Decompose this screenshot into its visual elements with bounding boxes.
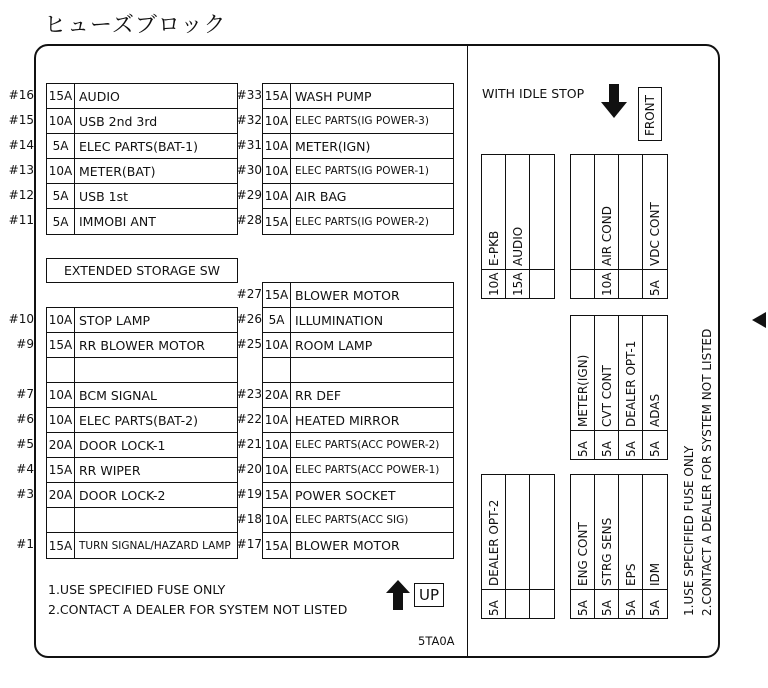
fuse-number: #21 — [236, 437, 262, 451]
fuse-slot — [571, 155, 595, 298]
fuse-amperage: 5A — [263, 308, 291, 332]
fuse-amperage: 15A — [263, 84, 291, 108]
fuse-amperage — [47, 358, 75, 382]
fuse-amperage: 10A — [263, 333, 291, 357]
fuse-amperage: 5A — [599, 600, 614, 616]
fuse-row — [263, 159, 453, 184]
fuse-label: ELEC PARTS(ACC SIG) — [295, 514, 409, 526]
fuse-amperage: 10A — [47, 383, 75, 407]
fuse-label: E-PKB — [486, 230, 501, 266]
fuse-label: BLOWER MOTOR — [295, 538, 400, 553]
fuse-amperage: 15A — [263, 283, 291, 307]
fuse-label — [291, 358, 453, 382]
front-label-box — [638, 87, 662, 141]
fuse-slot — [595, 475, 619, 618]
fuse-slot — [643, 316, 667, 459]
fuse-label: STOP LAMP — [79, 312, 151, 328]
fuse-label: RR WIPER — [79, 462, 141, 478]
fuse-number: #29 — [236, 188, 262, 202]
fuse-row — [263, 533, 453, 558]
fuse-amperage: 10A — [263, 508, 291, 532]
fuse-number: #15 — [8, 113, 34, 127]
fuse-number: #18 — [236, 512, 262, 526]
fuse-slot — [595, 316, 619, 459]
fuse-number: #13 — [8, 163, 34, 177]
fuse-label: CVT CONT — [599, 365, 614, 427]
fuse-row — [47, 408, 237, 433]
fuse-row — [263, 408, 453, 433]
fuse-amperage — [47, 508, 75, 532]
fuse-label: DOOR LOCK-2 — [79, 487, 166, 503]
fuse-slot — [482, 475, 506, 618]
fuse-slot — [643, 155, 667, 298]
up-arrow-icon — [386, 580, 410, 610]
fuse-label: USB 1st — [79, 188, 128, 204]
up-indicator — [386, 580, 444, 610]
fuse-row — [263, 483, 453, 508]
fuse-amperage: 20A — [47, 433, 75, 457]
fuse-number: #6 — [16, 412, 34, 426]
fuse-row — [263, 308, 453, 333]
fuse-label: ELEC PARTS(IG POWER-3) — [295, 115, 429, 127]
fuse-label: METER(BAT) — [79, 163, 156, 179]
fuse-slot — [506, 475, 530, 618]
extended-storage-sw: EXTENDED STORAGE SW — [46, 258, 238, 283]
fuse-label: IMMOBI ANT — [79, 214, 156, 229]
fuse-amperage: 10A — [263, 134, 291, 158]
fuse-amperage: 5A — [648, 280, 662, 296]
fuse-amperage: 10A — [263, 109, 291, 133]
fuse-label: ELEC PARTS(IG POWER-1) — [295, 165, 429, 177]
fuse-label: ELEC PARTS(BAT-2) — [79, 412, 198, 428]
fuse-label: DOOR LOCK-1 — [79, 437, 166, 453]
fuse-number: #20 — [236, 462, 262, 476]
fuse-amperage: 10A — [263, 159, 291, 183]
fuse-amperage: 5A — [47, 184, 75, 208]
fuse-row — [47, 209, 237, 234]
fuse-slot — [530, 155, 554, 298]
fuse-slot-amp-cell — [571, 269, 594, 298]
fuse-amperage: 10A — [47, 408, 75, 432]
fuse-row — [263, 184, 453, 209]
fuse-label: METER(IGN) — [295, 138, 371, 154]
page-title: ヒューズブロック — [44, 13, 227, 38]
fuse-slot-amp-cell — [530, 589, 554, 618]
fuse-number: #27 — [236, 287, 262, 301]
vertical-note-2: 2.CONTACT A DEALER FOR SYSTEM NOT LISTED — [700, 328, 714, 616]
fuse-amperage: 5A — [648, 600, 662, 616]
fuse-column-middle-bottom — [262, 282, 454, 559]
vertical-notes — [676, 318, 726, 618]
idle-stop-label: WITH IDLE STOP — [482, 86, 585, 101]
fuse-number: #28 — [236, 213, 262, 227]
fuse-amperage: 5A — [47, 134, 75, 158]
panel-divider — [467, 45, 468, 657]
fuse-slot-amp-cell — [506, 589, 529, 618]
fuse-row — [47, 483, 237, 508]
fuse-number: #26 — [236, 312, 262, 326]
fuse-amperage: 15A — [47, 84, 75, 108]
fuse-slot — [619, 155, 643, 298]
fuse-label: DEALER OPT-1 — [623, 340, 638, 427]
fuse-amperage: 10A — [263, 184, 291, 208]
fuse-amperage: 20A — [263, 383, 291, 407]
fuse-number: #11 — [8, 213, 34, 227]
fuse-slot — [619, 316, 643, 459]
fuse-amperage: 15A — [47, 533, 75, 558]
left-pointer-icon — [752, 312, 766, 328]
fuse-number: #16 — [8, 88, 34, 102]
fuse-label: RR DEF — [295, 387, 342, 403]
fuse-column-middle-top — [262, 83, 454, 235]
fuse-row — [263, 508, 453, 533]
fuse-amperage: 10A — [47, 109, 75, 133]
fuse-amperage: 10A — [47, 308, 75, 332]
fuse-amperage: 15A — [263, 483, 291, 507]
fuse-row — [47, 458, 237, 483]
fuse-number: #10 — [8, 312, 34, 326]
fuse-slot-amp-cell — [619, 269, 642, 298]
fuse-column-left-top — [46, 83, 238, 235]
fuse-label: EPS — [623, 563, 638, 586]
fuse-amperage: 10A — [263, 408, 291, 432]
fuse-row — [263, 333, 453, 358]
fuse-number: #14 — [8, 138, 34, 152]
fuse-number: #22 — [236, 412, 262, 426]
fuse-slot — [506, 155, 530, 298]
fuse-row — [47, 508, 237, 533]
fuse-label: WASH PUMP — [295, 88, 372, 104]
fuse-number: #1 — [16, 537, 34, 551]
front-label: FRONT — [643, 95, 657, 136]
fuse-amperage: 10A — [599, 272, 614, 296]
fuse-amperage: 15A — [47, 333, 75, 357]
fuse-label: AUDIO — [79, 88, 120, 104]
fuse-number: #17 — [236, 537, 262, 551]
fuse-row — [263, 358, 453, 383]
fuse-slot — [643, 475, 667, 618]
fuse-number: #30 — [236, 163, 262, 177]
fuse-amperage: 5A — [486, 600, 501, 616]
fuse-label: ILLUMINATION — [295, 312, 384, 328]
fuse-label: ELEC PARTS(ACC POWER-2) — [295, 439, 440, 451]
fuse-amperage: 5A — [623, 441, 638, 457]
fuse-amperage: 10A — [486, 272, 501, 296]
fuse-amperage: 10A — [47, 159, 75, 183]
fuse-row — [47, 333, 237, 358]
fuse-number: #31 — [236, 138, 262, 152]
fuse-row — [263, 458, 453, 483]
fuse-amperage: 15A — [47, 458, 75, 482]
fuse-label — [75, 358, 237, 382]
fuse-amperage: 5A — [623, 600, 638, 616]
note-2: 2.CONTACT A DEALER FOR SYSTEM NOT LISTED — [48, 602, 348, 617]
fuse-label: USB 2nd 3rd — [79, 113, 158, 129]
right-fuse-group-5 — [570, 474, 668, 619]
fuse-label: AIR COND — [599, 206, 614, 266]
fuse-amperage: 15A — [510, 272, 525, 296]
fuse-number: #3 — [16, 487, 34, 501]
right-fuse-group-2 — [570, 154, 668, 299]
fuse-amperage: 10A — [263, 433, 291, 457]
fuse-label: HEATED MIRROR — [295, 412, 400, 428]
part-code: 5TA0A — [418, 634, 455, 648]
fuse-row — [263, 134, 453, 159]
fuse-row — [263, 84, 453, 109]
fuse-label — [75, 508, 237, 532]
fuse-amperage — [263, 358, 291, 382]
fuse-row — [263, 109, 453, 134]
fuse-number: #9 — [16, 337, 34, 351]
fuse-row — [47, 533, 237, 558]
fuse-label: TURN SIGNAL/HAZARD LAMP — [79, 539, 231, 552]
fuse-label: ROOM LAMP — [295, 337, 373, 353]
fuse-label: VDC CONT — [648, 202, 662, 266]
fuse-row — [47, 308, 237, 333]
fuse-row — [263, 433, 453, 458]
fuse-row — [263, 383, 453, 408]
fuse-number: #25 — [236, 337, 262, 351]
fuse-row — [47, 184, 237, 209]
fuse-row — [47, 109, 237, 134]
fuse-label: STRG SENS — [599, 517, 614, 586]
vertical-note-1: 1.USE SPECIFIED FUSE ONLY — [682, 445, 696, 616]
fuse-slot-amp-cell — [530, 269, 554, 298]
fuse-row — [47, 134, 237, 159]
fuse-number: #5 — [16, 437, 34, 451]
note-1: 1.USE SPECIFIED FUSE ONLY — [48, 582, 226, 597]
fuse-label: AUDIO — [510, 226, 525, 266]
fuse-label: AIR BAG — [295, 188, 347, 204]
fuse-number: #4 — [16, 462, 34, 476]
fuse-number: #32 — [236, 113, 262, 127]
fuse-label: RR BLOWER MOTOR — [79, 337, 205, 353]
fuse-label: DEALER OPT-2 — [486, 499, 501, 586]
fuse-slot — [482, 155, 506, 298]
right-fuse-group-3 — [570, 315, 668, 460]
fuse-label: ELEC PARTS(ACC POWER-1) — [295, 464, 440, 476]
fuse-row — [263, 283, 453, 308]
fuse-label: BCM SIGNAL — [79, 387, 158, 403]
fuse-label: ADAS — [648, 393, 662, 427]
fuse-row — [47, 383, 237, 408]
fuse-amperage: 5A — [648, 441, 662, 457]
fuse-label: ELEC PARTS(BAT-1) — [79, 138, 198, 154]
fuse-amperage: 20A — [47, 483, 75, 507]
fuse-amperage: 10A — [263, 458, 291, 482]
fuse-row — [47, 433, 237, 458]
fuse-label: METER(IGN) — [575, 354, 590, 427]
fuse-slot — [595, 155, 619, 298]
up-label: UP — [414, 583, 444, 607]
fuse-label: IDM — [648, 562, 662, 586]
down-arrow-icon — [601, 84, 627, 118]
fuse-amperage: 5A — [575, 600, 590, 616]
fuse-row — [263, 209, 453, 234]
right-fuse-group-4 — [481, 474, 555, 619]
fuse-number: #19 — [236, 487, 262, 501]
fuse-row — [47, 159, 237, 184]
fuse-slot — [571, 475, 595, 618]
fuse-label: BLOWER MOTOR — [295, 287, 400, 303]
fuse-label: ENG CONT — [575, 522, 590, 586]
fuse-row — [47, 84, 237, 109]
fuse-slot — [571, 316, 595, 459]
fuse-amperage: 5A — [47, 209, 75, 234]
fuse-number: #33 — [236, 88, 262, 102]
fuse-label: ELEC PARTS(IG POWER-2) — [295, 215, 429, 228]
fuse-column-left-bottom — [46, 307, 238, 559]
fuse-slot — [530, 475, 554, 618]
fuse-number: #23 — [236, 387, 262, 401]
fuse-amperage: 15A — [263, 533, 291, 558]
fuse-row — [47, 358, 237, 383]
right-fuse-group-1 — [481, 154, 555, 299]
fuse-slot — [619, 475, 643, 618]
fuse-amperage: 5A — [599, 441, 614, 457]
fuse-amperage: 15A — [263, 209, 291, 234]
fuse-label: POWER SOCKET — [295, 487, 396, 503]
fuse-number: #7 — [16, 387, 34, 401]
fuse-number: #12 — [8, 188, 34, 202]
fuse-amperage: 5A — [575, 441, 590, 457]
